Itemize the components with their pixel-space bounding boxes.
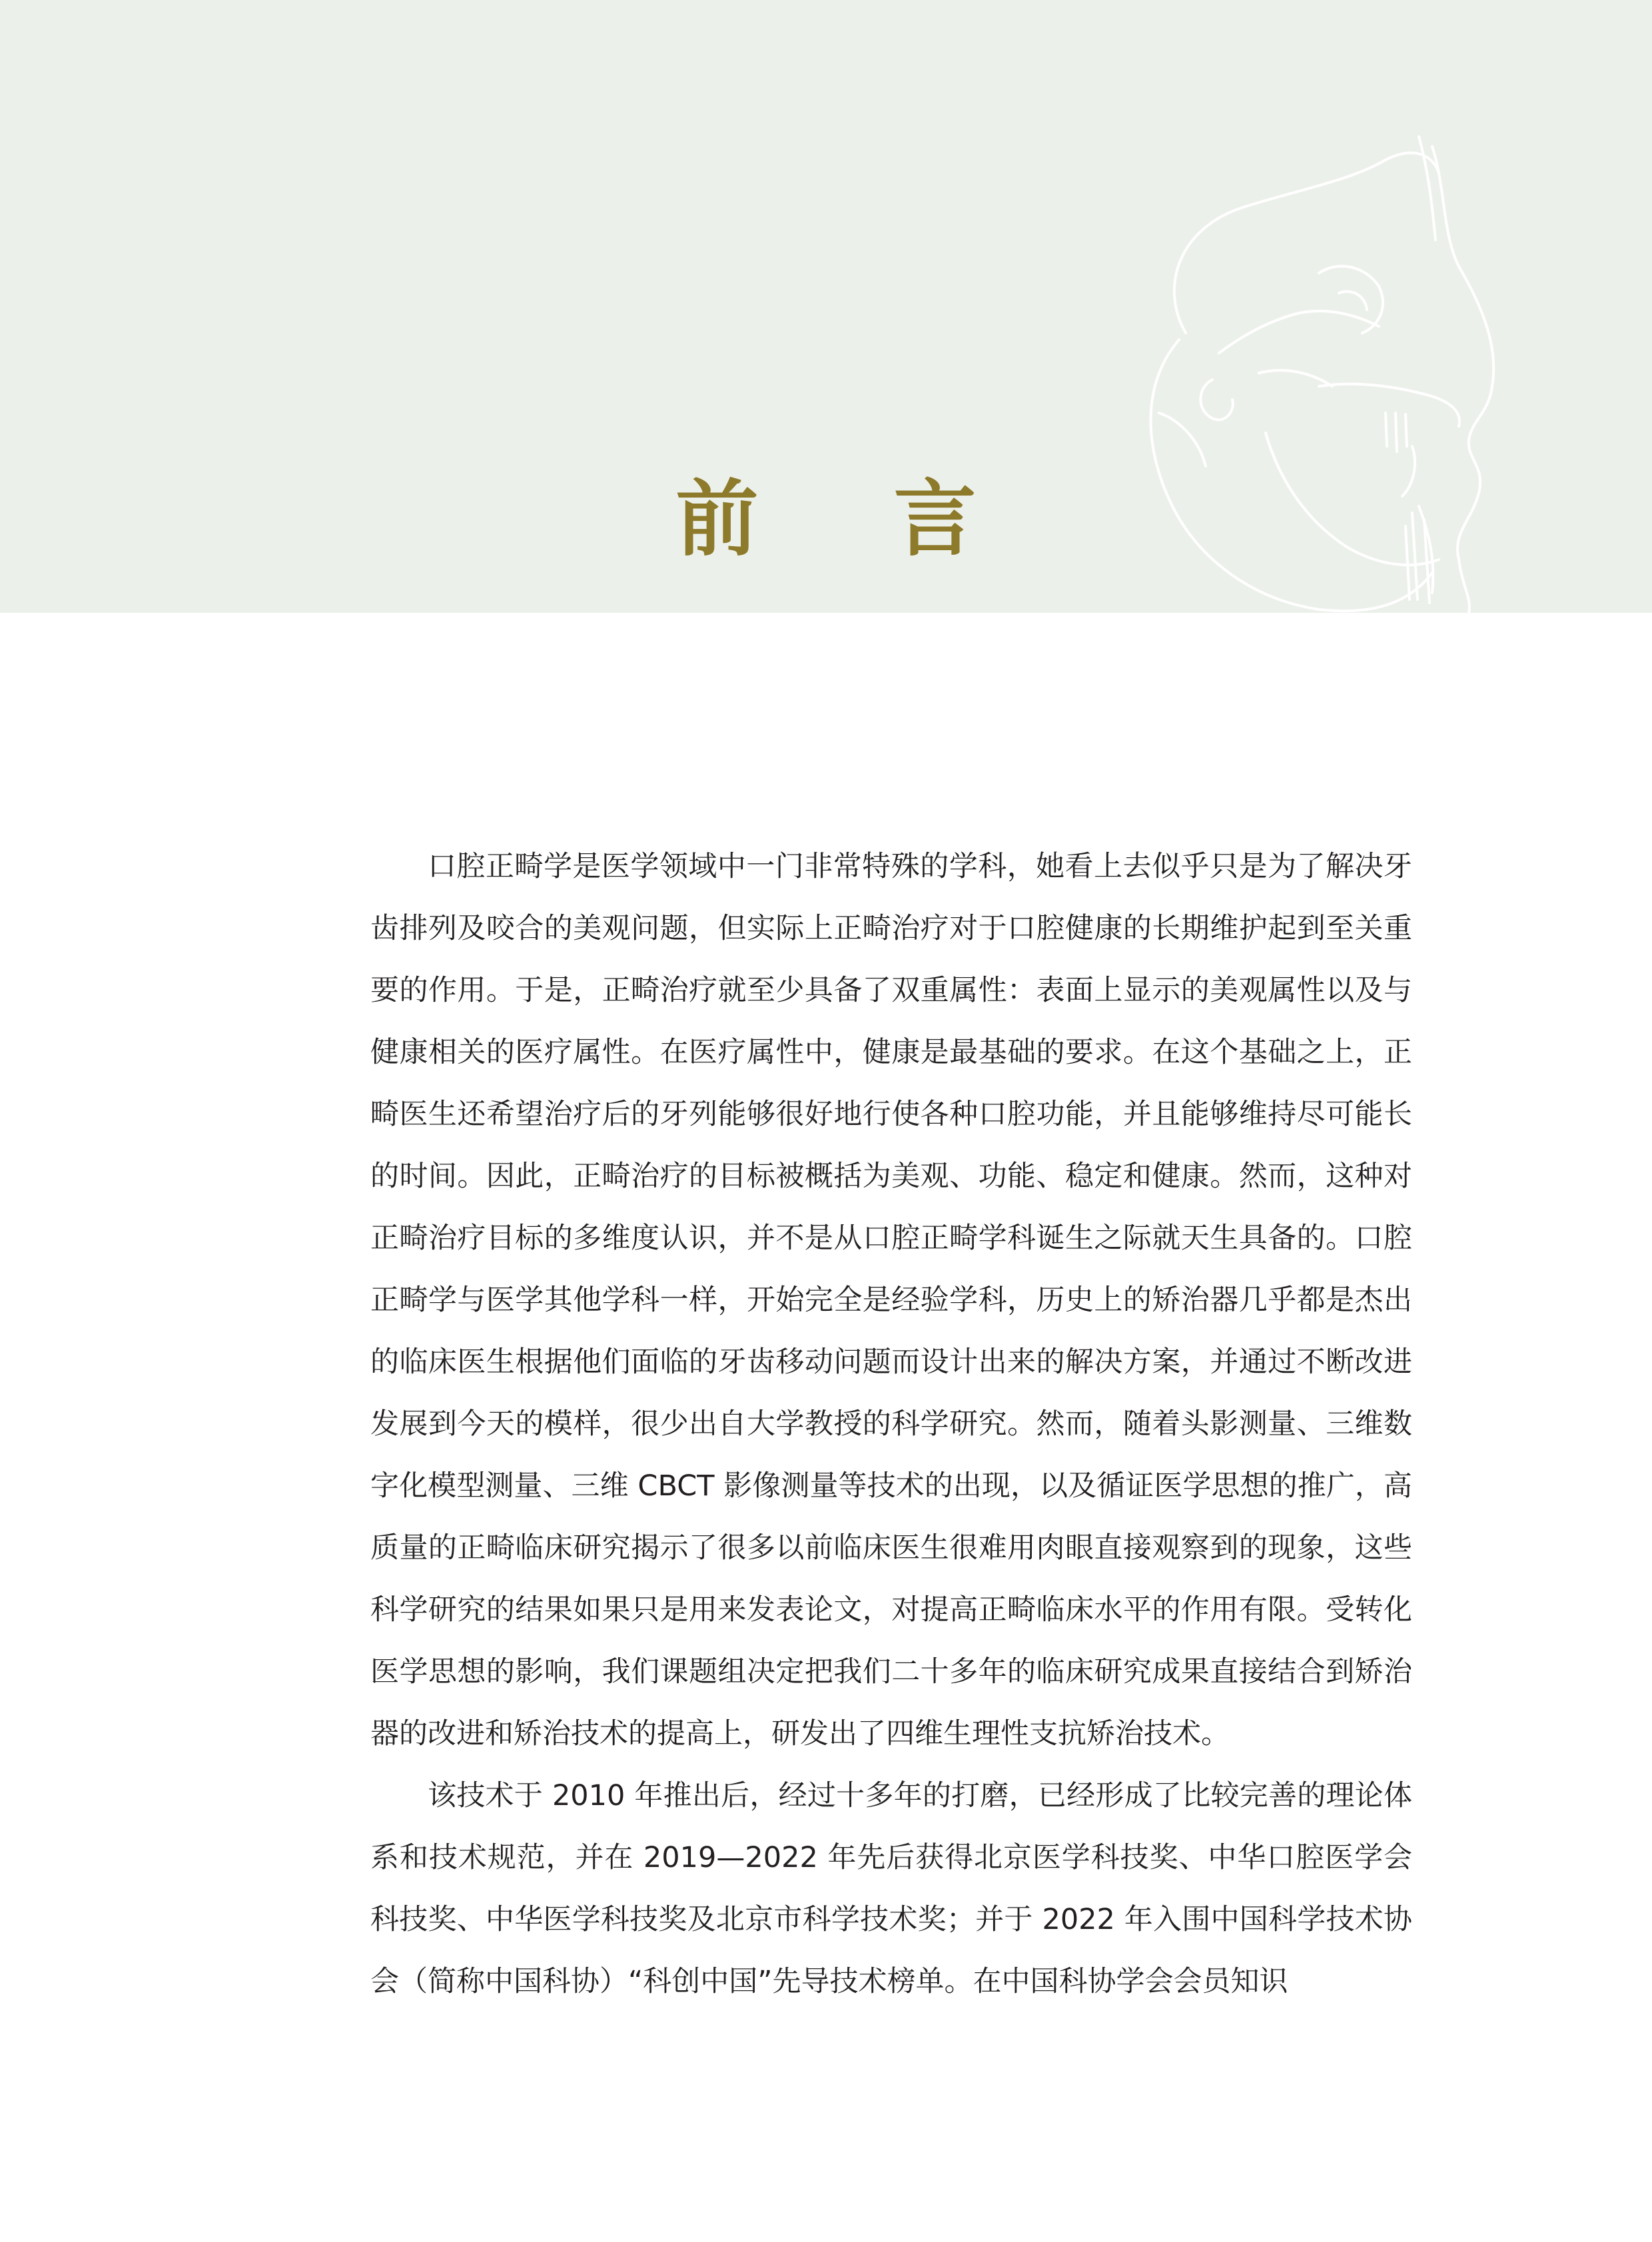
body-paragraph: 口腔正畸学是医学领域中一门非常特殊的学科，她看上去似乎只是为了解决牙齿排列及咬合的美观问题，但实际上正畸治疗对于口腔健康的长期维护起到至关重要的作用。于是，正畸治疗就至少具备了双重属性：表面上显示的美观属性以及与健康相关的医疗属性。在医疗属性中，健康是最基础的要求。在这个基础之上，正畸医生还希望治疗后的牙列能够很好地行使各种口腔功能，并且能够维持尽可能长的时间。因此，正畸治疗的目标被概括为美观、功能、稳定和健康。然而，这种对正畸治疗目标的多维度认识，并不是从口腔正畸学科诞生之际就天生具备的。口腔正畸学与医学其他学科一样，开始完全是经验学科，历史上的矫治器几乎都是杰出的临床医生根据他们面临的牙齿移动问题而设计出来的解决方案，并通过不断改进发展到今天的模样，很少出自大学教授的科学研究。然而，随着头影测量、三维数字化模型测量、三维 CBCT 影像测量等技术的出现，以及循证医学思想的推广，高质量的正畸临床研究揭示了很多以前临床医生很难用肉眼直接观察到的现象，这些科学研究的结果如果只是用来发表论文，对提高正畸临床水平的作用有限。受转化医学思想的影响，我们课题组决定把我们二十多年的临床研究成果直接结合到矫治器的改进和矫治技术的提高上，研发出了四维生理性支抗矫治技术。 [370, 850, 1412, 1750]
body-paragraph: 该技术于 2010 年推出后，经过十多年的打磨，已经形成了比较完善的理论体系和技术规范，并在 2019—2022 年先后获得北京医学科技奖、中华口腔医学会科技奖、中华医学科技奖及北京市科学技术奖；并于 2022 年入围中国科学技术协会（简称中国科协）“科创中国”先导技术榜单。在中国科协学会会员知识 [370, 1779, 1412, 1998]
body-text [370, 836, 1412, 2013]
page-title: 前 言 [675, 472, 1030, 567]
